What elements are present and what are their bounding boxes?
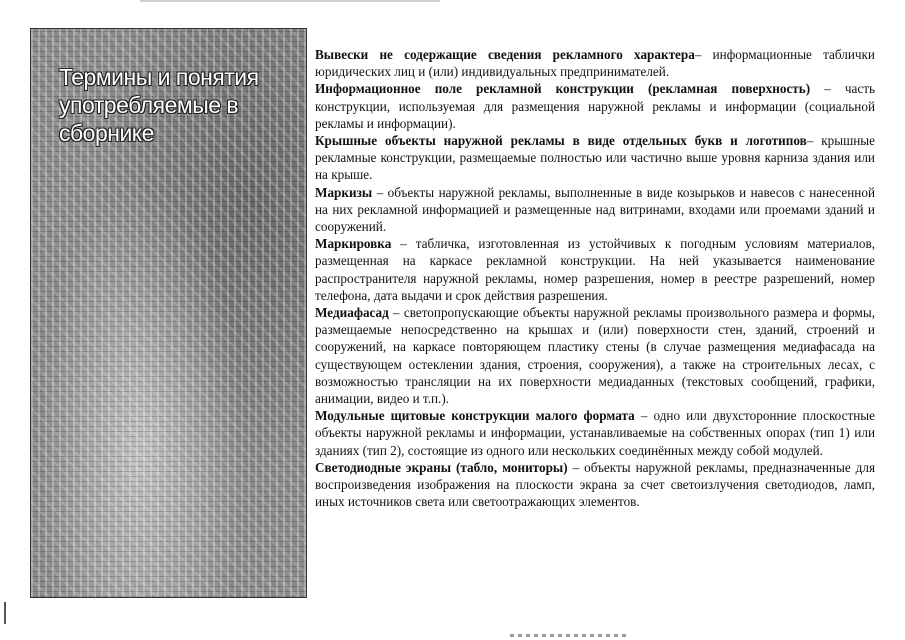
entry-term: Информационное поле рекламной конструкции (рекламная поверхность) xyxy=(315,81,811,97)
glossary-entry xyxy=(315,304,875,407)
entry-definition: – табличка, изготовленная из устойчивых к погодным условиям материалов, размещенная на каркасе рекламной конструкции. На ней указывается наименование распространителя наружной рекламы, номер разрешения, номер в реестре разрешений, номер телефона, дата выдачи и срок действия разрешения. xyxy=(315,236,875,303)
scan-bottom-mark xyxy=(510,634,630,637)
scan-margin-mark xyxy=(4,602,6,624)
glossary-content xyxy=(315,46,875,510)
entry-term: Вывески не содержащие сведения рекламного характера xyxy=(315,47,695,62)
entry-term: Модульные щитовые конструкции малого формата xyxy=(315,408,635,424)
entry-definition: – крышные рекламные конструкции, размещаемые полностью или частично выше уровня карниза здания или на крыше. xyxy=(315,133,875,183)
entry-term: Светодиодные экраны (табло, мониторы) xyxy=(315,459,568,475)
glossary-entry xyxy=(315,132,875,184)
sidebar-panel xyxy=(30,28,307,598)
entry-definition: – одно или двухсторонние плоскостные объекты наружной рекламы и информации, устанавливаемые на собственных опорах (тип 1) или зданиях (тип 2), состоящие из одного или нескольких соединённых между собой модулей. xyxy=(315,408,875,458)
entry-term: Маркизы xyxy=(315,184,373,200)
glossary-entry xyxy=(315,184,875,236)
top-scan-rule xyxy=(140,0,440,2)
entry-definition: – объекты наружной рекламы, выполненные в виде козырьков и навесов с нанесенной на них рекламной информацией и размещенные над витринами, входами или проемами зданий и сооружений. xyxy=(315,184,875,235)
glossary-entry xyxy=(315,46,875,80)
glossary-entry xyxy=(315,459,875,511)
entry-definition: – информационные таблички юридических лиц и (или) индивидуальных предпринимателей. xyxy=(315,47,875,80)
entry-term: Крышные объекты наружной рекламы в виде отдельных букв и логотипов xyxy=(315,133,807,149)
glossary-entry xyxy=(315,407,875,459)
entry-term: Медиафасад xyxy=(315,305,389,321)
glossary-entry xyxy=(315,235,875,304)
entry-definition: – светопропускающие объекты наружной рекламы произвольного размера и формы, размещаемые непосредственно на крышах и (или) поверхности стен, зданий, строений и сооружений, на каркасе повторяющем пластику стены (в случае размещения медиафасада на существующем остеклении здания, строения, сооружения), а также на строительных лесах, с возможностью трансляции на их поверхности медиаданных (текстовых сообщений, графики, анимации, видео и т.п.). xyxy=(315,305,875,407)
entry-term: Маркировка xyxy=(315,236,392,252)
sidebar-title: Термины и понятия употребляемые в сборнике xyxy=(59,64,259,146)
glossary-entry xyxy=(315,80,875,132)
entry-definition: – часть конструкции, используемая для размещения наружной рекламы и информации (социальной рекламы и информации). xyxy=(315,81,875,131)
entry-definition: – объекты наружной рекламы, предназначенные для воспроизведения изображения на плоскости экрана за счет светоизлучения светодиодов, ламп, иных источников света или светоотражающих элементов. xyxy=(315,459,876,510)
